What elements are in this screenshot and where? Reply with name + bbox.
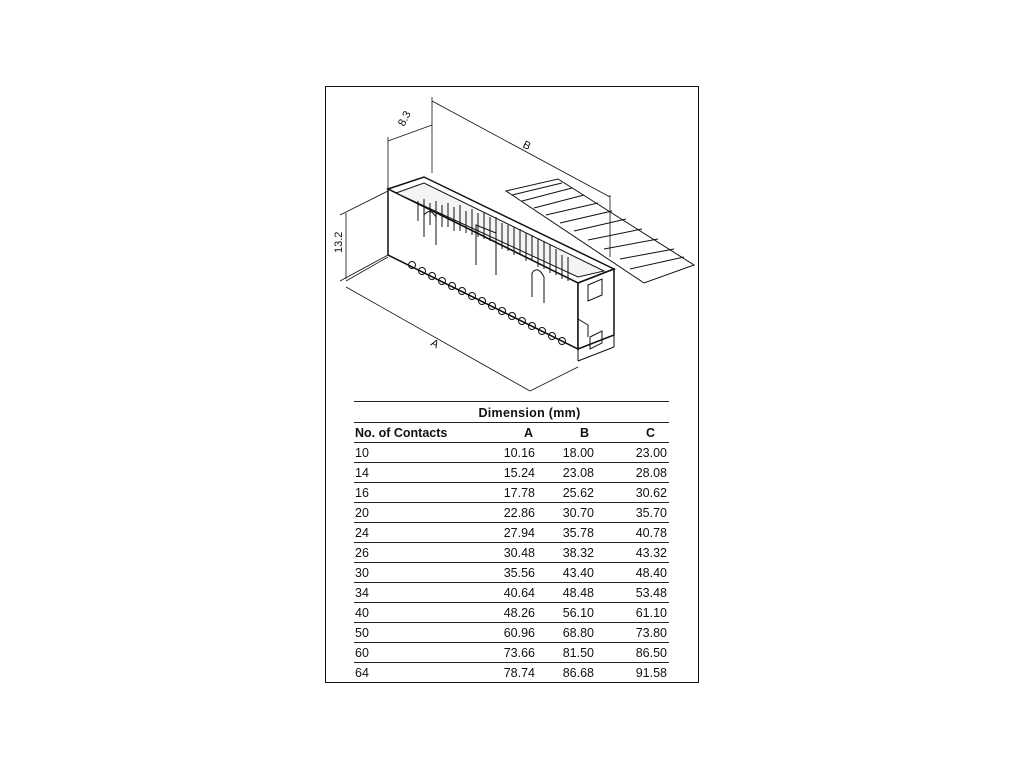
cell-c: 91.58 [635, 666, 667, 680]
cell-contacts: 10 [355, 446, 369, 460]
cell-c: 61.10 [635, 606, 667, 620]
cell-b: 25.62 [562, 486, 594, 500]
cell-contacts: 24 [355, 526, 369, 540]
cell-c: 73.80 [635, 626, 667, 640]
table-row [354, 442, 669, 462]
cell-contacts: 64 [355, 666, 369, 680]
table-row [354, 482, 669, 502]
cell-a: 27.94 [503, 526, 535, 540]
dim-label-b: B [520, 138, 533, 153]
cell-b: 23.08 [562, 466, 594, 480]
cell-b: 81.50 [562, 646, 594, 660]
col-header-a: A [523, 426, 533, 440]
table-row [354, 602, 669, 622]
cell-c: 30.62 [635, 486, 667, 500]
cell-c: 23.00 [635, 446, 667, 460]
cell-contacts: 34 [355, 586, 369, 600]
col-header-b: B [579, 426, 589, 440]
table-row [354, 622, 669, 642]
cell-contacts: 50 [355, 626, 369, 640]
table-row [354, 542, 669, 562]
table-row [354, 462, 669, 482]
table-body [354, 442, 669, 682]
cell-b: 38.32 [562, 546, 594, 560]
drawing-sheet [325, 86, 699, 683]
cell-a: 10.16 [503, 446, 535, 460]
cell-c: 43.32 [635, 546, 667, 560]
cell-c: 40.78 [635, 526, 667, 540]
cell-a: 30.48 [503, 546, 535, 560]
cell-c: 48.40 [635, 566, 667, 580]
cell-b: 43.40 [562, 566, 594, 580]
cell-b: 68.80 [562, 626, 594, 640]
table-title: Dimension (mm) [354, 401, 669, 422]
cell-a: 73.66 [503, 646, 535, 660]
cell-b: 18.00 [562, 446, 594, 460]
col-header-contacts: No. of Contacts [355, 426, 448, 440]
dim-label-13-2: 13.2 [333, 231, 345, 253]
cell-a: 35.56 [503, 566, 535, 580]
cell-c: 53.48 [635, 586, 667, 600]
cell-b: 48.48 [562, 586, 594, 600]
cell-c: 86.50 [635, 646, 667, 660]
cell-a: 78.74 [503, 666, 535, 680]
dim-label-a: A [428, 337, 441, 352]
cell-contacts: 26 [355, 546, 369, 560]
cell-contacts: 30 [355, 566, 369, 580]
cell-a: 60.96 [503, 626, 535, 640]
table-header-row [354, 422, 669, 442]
table-row [354, 522, 669, 542]
cell-b: 56.10 [562, 606, 594, 620]
table-row [354, 562, 669, 582]
dim-label-8-3: 8.3 [396, 109, 414, 129]
cell-a: 15.24 [503, 466, 535, 480]
cell-contacts: 14 [355, 466, 369, 480]
cell-a: 40.64 [503, 586, 535, 600]
cell-b: 86.68 [562, 666, 594, 680]
cell-b: 30.70 [562, 506, 594, 520]
cell-a: 22.86 [503, 506, 535, 520]
cell-contacts: 60 [355, 646, 369, 660]
cell-a: 17.78 [503, 486, 535, 500]
cell-b: 35.78 [562, 526, 594, 540]
table-row [354, 582, 669, 602]
col-header-c: C [645, 426, 655, 440]
table-row [354, 662, 669, 682]
table-row [354, 642, 669, 662]
cell-c: 35.70 [635, 506, 667, 520]
cell-contacts: 20 [355, 506, 369, 520]
cell-c: 28.08 [635, 466, 667, 480]
cell-contacts: 16 [355, 486, 369, 500]
dimension-table [354, 401, 669, 682]
table-row [354, 502, 669, 522]
cell-a: 48.26 [503, 606, 535, 620]
connector-isometric-drawing [326, 87, 698, 397]
cell-contacts: 40 [355, 606, 369, 620]
